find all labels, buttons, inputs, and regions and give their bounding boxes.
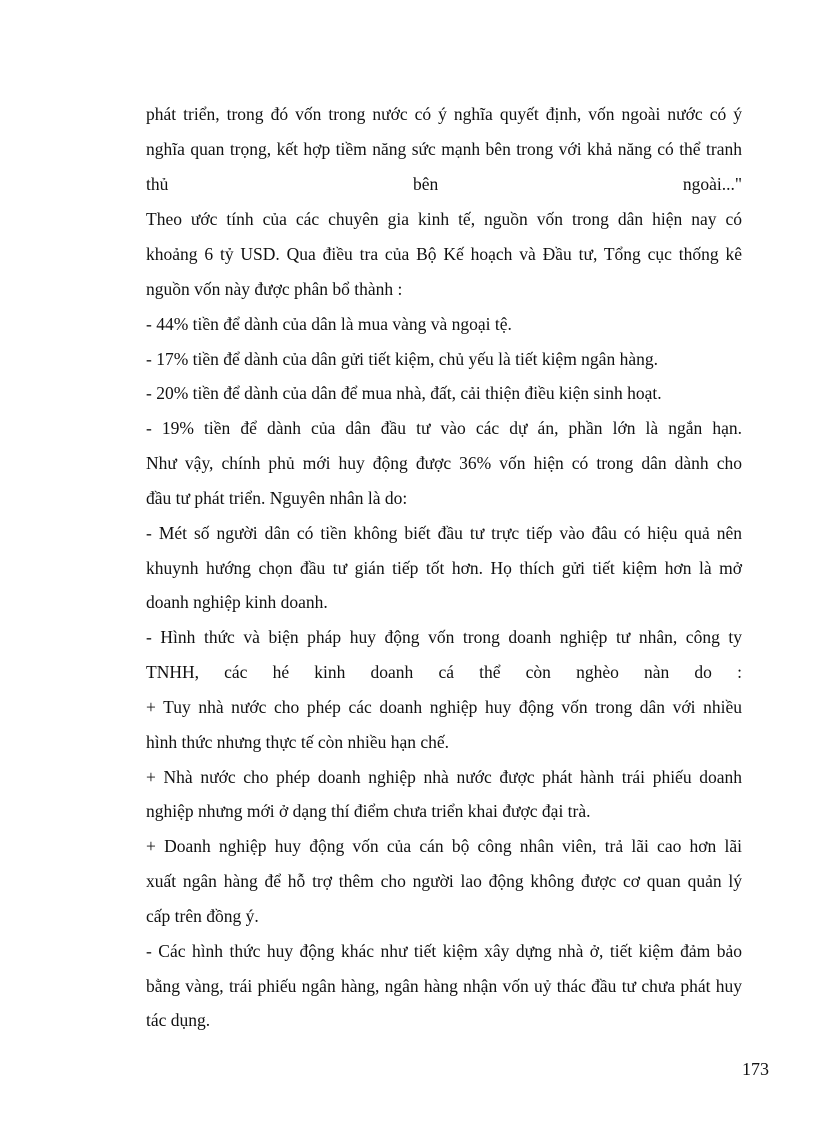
word: ngoài..." <box>682 174 742 194</box>
text-line: nghiệp nhưng mới ở dạng thí điểm chưa triển khai được đại trà. <box>146 801 591 821</box>
word: nghèo <box>576 662 619 682</box>
list-item: - 17% tiền để dành của dân gửi tiết kiệm, chủ yếu là tiết kiệm ngân hàng. <box>146 349 658 369</box>
text-line: + Doanh nghiệp huy động vốn của cán bộ công nhân viên, trả lãi cao hơn lãi <box>146 836 742 856</box>
word: doanh <box>370 662 414 682</box>
word: : <box>737 662 742 682</box>
word: do <box>694 662 712 682</box>
text-line: bằng vàng, trái phiếu ngân hàng, ngân hàng nhận vốn uỷ thác đầu tư chưa phát huy <box>146 976 742 996</box>
text-line: xuất ngân hàng để hỗ trợ thêm cho người lao động không được cơ quan quản lý <box>146 871 742 891</box>
text-line: - Hình thức và biện pháp huy động vốn trong doanh nghiệp tư nhân, công ty <box>146 627 742 647</box>
text-line-spread <box>146 173 742 195</box>
text-line: - Mét số người dân có tiền không biết đầu tư trực tiếp vào đâu có hiệu quả nên <box>146 523 742 543</box>
word: hé <box>272 662 290 682</box>
word: TNHH, <box>146 662 199 682</box>
text-line: doanh nghiệp kinh doanh. <box>146 592 328 612</box>
text-line: nghĩa quan trọng, kết hợp tiềm năng sức mạnh bên trong với khả năng có thể tranh <box>146 139 742 159</box>
list-item: - 44% tiền để dành của dân là mua vàng và ngoại tệ. <box>146 314 512 334</box>
text-line: khoảng 6 tỷ USD. Qua điều tra của Bộ Kế hoạch và Đầu tư, Tổng cục thống kê <box>146 244 742 264</box>
text-line: - Các hình thức huy động khác như tiết kiệm xây dựng nhà ở, tiết kiệm đảm bảo <box>146 941 742 961</box>
word: cá <box>438 662 454 682</box>
text-line: cấp trên đồng ý. <box>146 906 259 926</box>
text-line: + Tuy nhà nước cho phép các doanh nghiệp huy động vốn trong dân với nhiều <box>146 697 742 717</box>
text-line-spread <box>146 661 742 683</box>
text-line: Như vậy, chính phủ mới huy động được 36% vốn hiện có trong dân dành cho <box>146 453 742 473</box>
word: thể <box>479 662 501 682</box>
list-item: - 20% tiền để dành của dân để mua nhà, đất, cải thiện điều kiện sinh hoạt. <box>146 383 662 403</box>
text-line: đầu tư phát triển. Nguyên nhân là do: <box>146 488 408 508</box>
word: còn <box>525 662 551 682</box>
word: nàn <box>644 662 670 682</box>
text-line: hình thức nhưng thực tế còn nhiều hạn chế. <box>146 732 450 752</box>
text-line: tác dụng. <box>146 1010 211 1030</box>
word: thủ <box>146 174 169 194</box>
word: bên <box>412 174 439 194</box>
word: các <box>224 662 248 682</box>
text-line: nguồn vốn này được phân bổ thành : <box>146 279 403 299</box>
page-number: 173 <box>742 1059 769 1079</box>
text-line: khuynh hướng chọn đầu tư gián tiếp tốt hơn. Họ thích gửi tiết kiệm hơn là mở <box>146 558 742 578</box>
text-line: Theo ước tính của các chuyên gia kinh tế, nguồn vốn trong dân hiện nay có <box>146 209 742 229</box>
word: kinh <box>314 662 346 682</box>
text-line: + Nhà nước cho phép doanh nghiệp nhà nước được phát hành trái phiếu doanh <box>146 767 742 787</box>
text-line: phát triển, trong đó vốn trong nước có ý nghĩa quyết định, vốn ngoài nước có ý <box>146 104 742 124</box>
list-item: - 19% tiền để dành của dân đầu tư vào các dự án, phần lớn là ngắn hạn. <box>146 418 742 438</box>
